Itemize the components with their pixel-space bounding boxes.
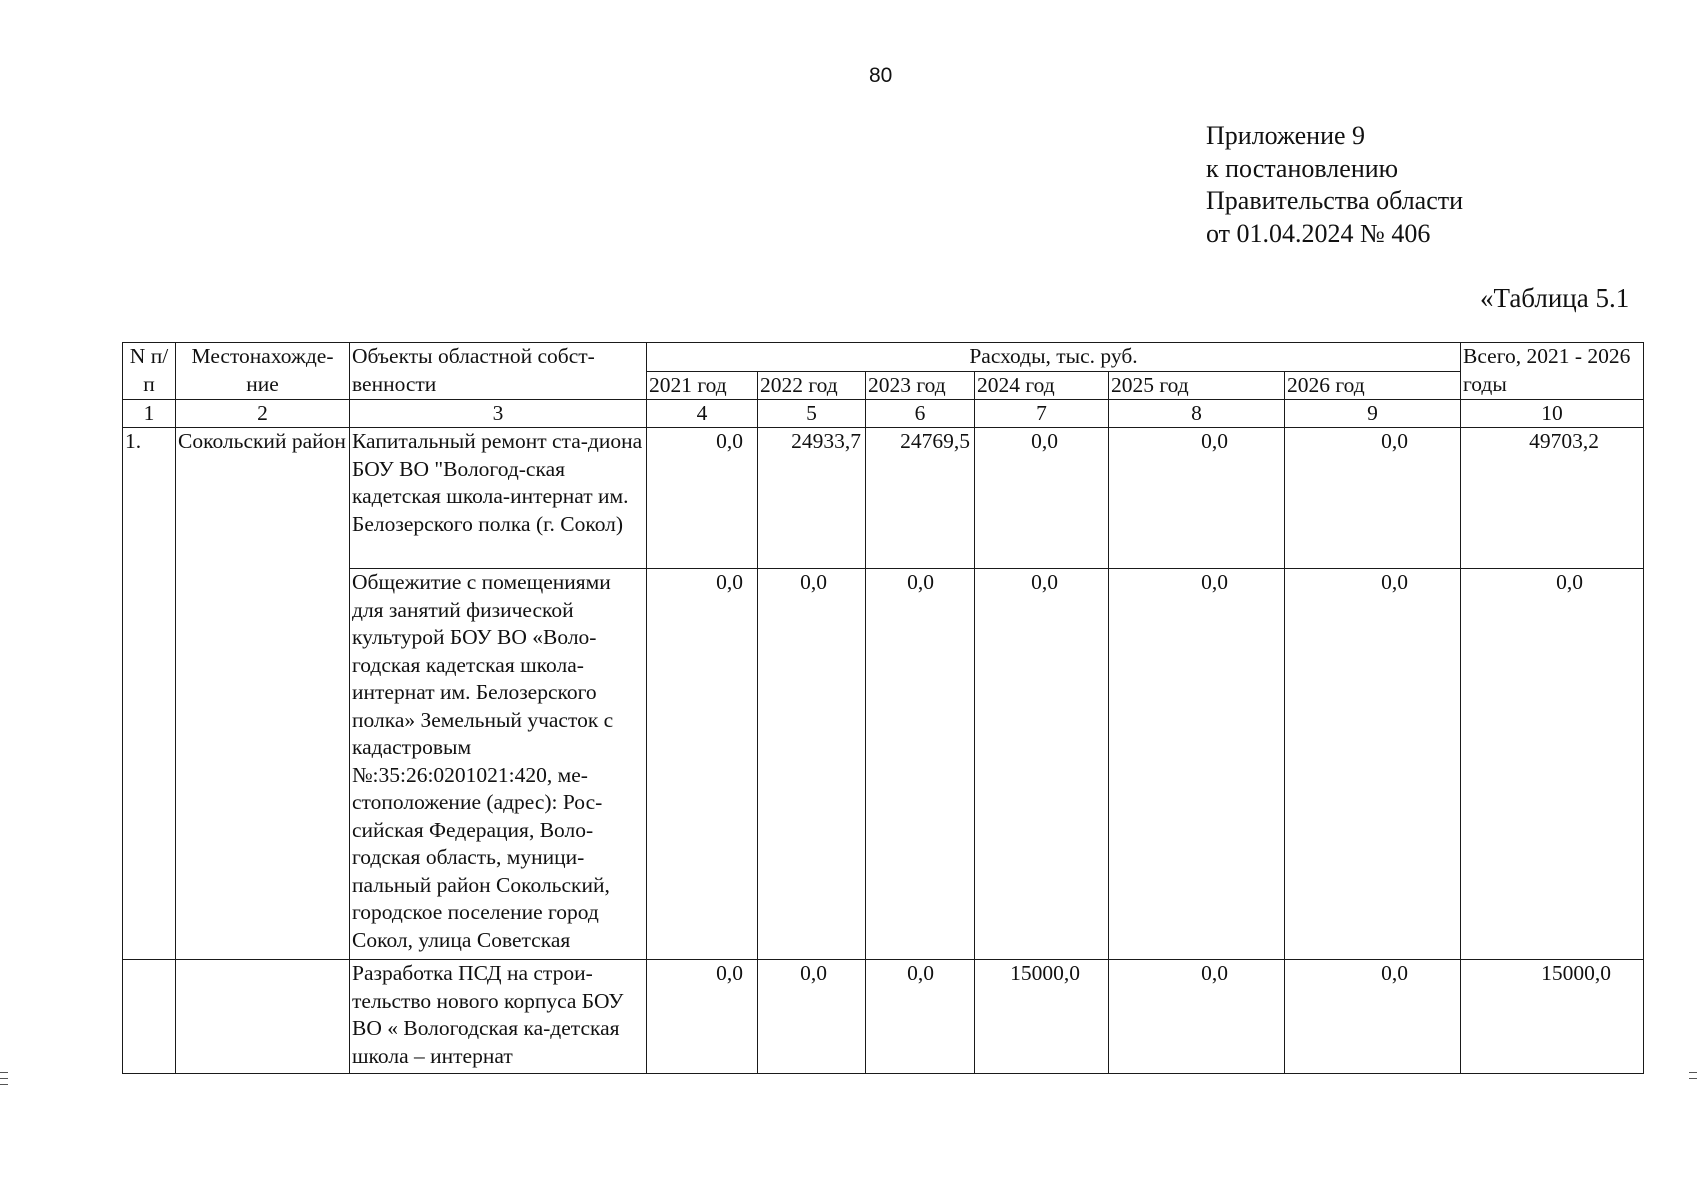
row-location: Сокольский район [176,428,350,960]
row-total: 0,0 [1461,569,1644,960]
row-value: 0,0 [647,569,758,960]
header-year: 2025 год [1109,371,1285,400]
table-row [123,569,1644,960]
appendix-line-resolution: к постановлению [1206,153,1399,183]
row-value: 0,0 [1109,960,1285,1074]
row-value: 24933,7 [758,428,866,569]
row-value: 0,0 [1285,428,1461,569]
row-value: 0,0 [866,960,975,1074]
row-value: 24769,5 [866,428,975,569]
header-num: N п/п [123,343,176,400]
table-row [123,960,1644,1074]
column-number: 9 [1285,400,1461,428]
header-expenses: Расходы, тыс. руб. [647,343,1461,372]
appendix-title: Приложение 9 [1206,121,1366,150]
column-number: 1 [123,400,176,428]
row-value: 0,0 [647,428,758,569]
row-value: 0,0 [647,960,758,1074]
header-location: Местонахожде-ние [176,343,350,400]
scan-edge-mark [0,1072,8,1073]
column-number: 4 [647,400,758,428]
row-number [123,960,176,1074]
row-value: 15000,0 [975,960,1109,1074]
column-number: 5 [758,400,866,428]
row-value: 0,0 [758,960,866,1074]
appendix-line-government: Правительства области [1206,186,1464,215]
row-value: 0,0 [866,569,975,960]
column-number: 3 [350,400,647,428]
row-location [176,960,350,1074]
row-number: 1. [123,428,176,960]
header-row-top [123,343,1644,372]
table-row [123,428,1644,569]
header-year: 2026 год [1285,371,1461,400]
row-total: 49703,2 [1461,428,1644,569]
column-number: 2 [176,400,350,428]
row-value: 0,0 [1109,428,1285,569]
scan-edge-mark [0,1084,8,1085]
row-value: 0,0 [1285,960,1461,1074]
column-number: 10 [1461,400,1644,428]
header-total: Всего, 2021 - 2026 годы [1461,343,1644,400]
row-value: 0,0 [975,428,1109,569]
row-object: Общежитие с помещениями для занятий физической культурой БОУ ВО «Воло-годская кадетская школа-интернат им. Белозерского полка» Земельный участок с кадастровым №:35:26:0201021:420, ме-стоположение (адрес): Рос-сийская Федерация, Воло-годская область, муници-пальный район Сокольский, городское поселение город Сокол, улица Советская [350,569,647,960]
row-value: 0,0 [1285,569,1461,960]
scan-edge-mark [1689,1072,1697,1073]
row-total: 15000,0 [1461,960,1644,1074]
table-label: «Таблица 5.1 [1480,283,1630,313]
header-year: 2021 год [647,371,758,400]
row-value: 0,0 [975,569,1109,960]
header-year: 2023 год [866,371,975,400]
column-number: 7 [975,400,1109,428]
page-number: 80 [869,64,893,87]
appendix-block [1206,120,1463,250]
appendix-line-date: от 01.04.2024 № 406 [1206,218,1431,248]
row-object: Капитальный ремонт ста-диона БОУ ВО "Вологод-ская кадетская школа-интернат им. Белозерского полка (г. Сокол) [350,428,647,569]
column-number: 8 [1109,400,1285,428]
row-object: Разработка ПСД на строи-тельство нового корпуса БОУ ВО « Вологодская ка-детская школа – интернат [350,960,647,1074]
header-objects: Объекты областной собст-венности [350,343,647,400]
scan-edge-mark [1689,1078,1697,1079]
budget-table [122,342,1644,1074]
column-number: 6 [866,400,975,428]
scan-edge-mark [0,1078,8,1079]
row-value: 0,0 [1109,569,1285,960]
header-year: 2024 год [975,371,1109,400]
header-year: 2022 год [758,371,866,400]
row-value: 0,0 [758,569,866,960]
column-numbers-row [123,400,1644,428]
